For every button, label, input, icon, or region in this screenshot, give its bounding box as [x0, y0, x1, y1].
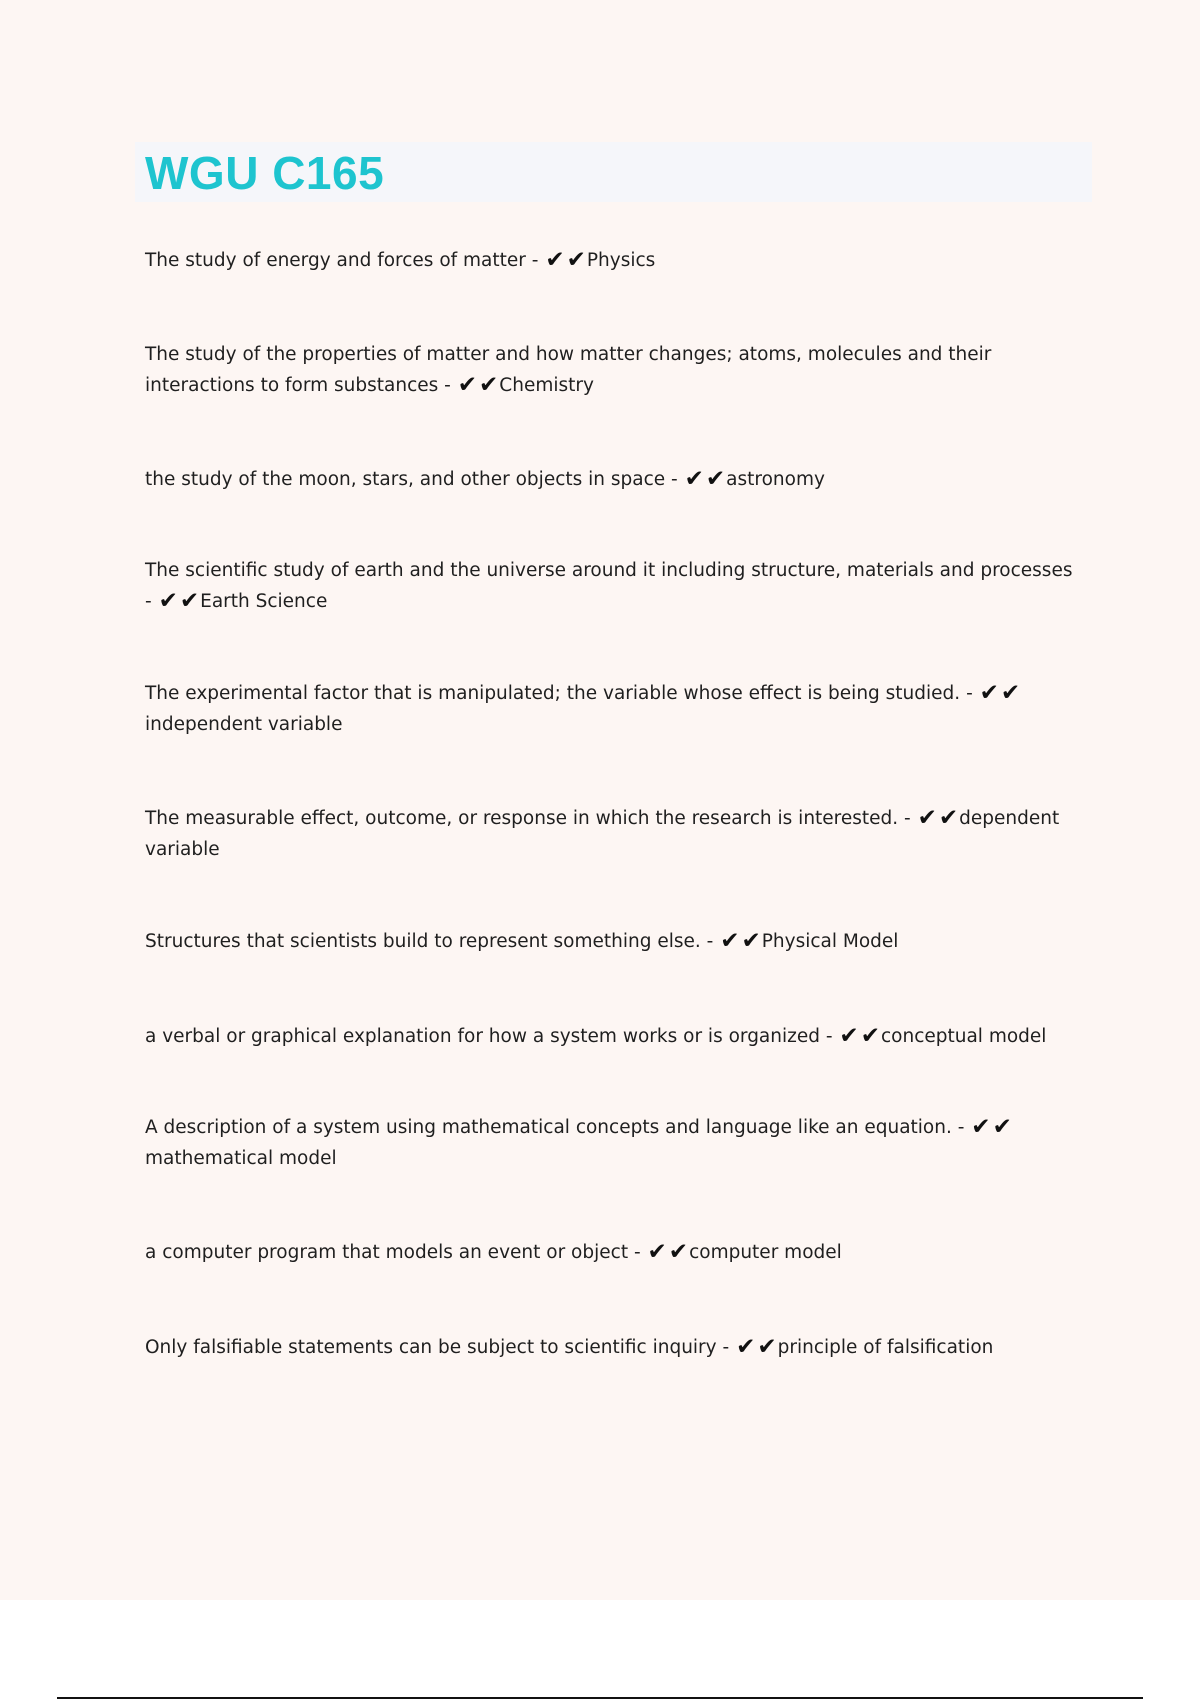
question-text: The measurable effect, outcome, or response in which the research is interested.: [145, 808, 899, 829]
check-icon: ✔: [566, 247, 586, 273]
answer-text: Chemistry: [499, 375, 594, 396]
answer-text: mathematical model: [145, 1148, 337, 1169]
qa-item: [145, 1021, 1085, 1052]
check-icon: ✔: [938, 805, 959, 831]
check-icon: ✔: [757, 1334, 777, 1360]
check-icon: ✔: [457, 372, 478, 398]
check-icon: ✔: [684, 466, 704, 492]
separator: -: [525, 250, 545, 271]
separator: -: [700, 931, 720, 952]
qa-item: [145, 555, 1085, 617]
separator: -: [438, 375, 457, 396]
question-text: Structures that scientists build to represent something else.: [145, 931, 701, 952]
separator: -: [960, 683, 979, 704]
check-icon: ✔: [705, 466, 726, 492]
check-icon: ✔: [736, 1334, 756, 1360]
question-text: A description of a system using mathematical concepts and language like an equation.: [145, 1117, 952, 1138]
check-icon: ✔: [1000, 680, 1021, 706]
question-text: The study of the properties of matter and how matter changes; atoms, molecules and their interactions to form substances: [145, 344, 992, 396]
check-icon: ✔: [668, 1239, 689, 1265]
qa-item: [145, 464, 1085, 495]
qa-item: [145, 803, 1085, 865]
answer-text: principle of falsification: [777, 1337, 994, 1358]
check-icon: ✔: [992, 1114, 1012, 1140]
answer-text: astronomy: [726, 469, 825, 490]
check-icon: ✔: [839, 1023, 859, 1049]
separator: -: [145, 591, 158, 612]
answer-text: Physical Model: [761, 931, 899, 952]
separator: -: [951, 1117, 971, 1138]
answer-text: Earth Science: [200, 591, 328, 612]
footer-divider: [57, 1697, 1143, 1699]
check-icon: ✔: [479, 372, 499, 398]
question-text: The scientific study of earth and the universe around it including structure, materials and processes: [145, 560, 1073, 581]
document-title: WGU C165: [145, 147, 385, 199]
question-text: The study of energy and forces of matter: [145, 250, 526, 271]
separator: -: [819, 1026, 839, 1047]
check-icon: ✔: [720, 928, 740, 954]
answer-text: independent variable: [145, 714, 343, 735]
qa-item: [145, 678, 1085, 740]
check-icon: ✔: [860, 1023, 880, 1049]
answer-text: computer model: [689, 1242, 842, 1263]
qa-item: [145, 1237, 1085, 1268]
qa-item: [145, 1112, 1085, 1174]
separator: -: [716, 1337, 736, 1358]
check-icon: ✔: [917, 805, 937, 831]
check-icon: ✔: [545, 247, 565, 273]
check-icon: ✔: [971, 1114, 991, 1140]
question-text: The experimental factor that is manipulated; the variable whose effect is being studied.: [145, 683, 961, 704]
separator: -: [898, 808, 917, 829]
check-icon: ✔: [179, 588, 200, 614]
separator: -: [665, 469, 684, 490]
check-icon: ✔: [741, 928, 761, 954]
qa-item: [145, 1332, 1085, 1363]
answer-text: Physics: [586, 250, 656, 271]
check-icon: ✔: [158, 588, 178, 614]
answer-text: dependent variable: [145, 808, 1060, 860]
qa-item: [145, 926, 1085, 957]
qa-item: [145, 339, 1085, 401]
question-text: the study of the moon, stars, and other objects in space: [145, 469, 666, 490]
qa-item: [145, 245, 1085, 276]
check-icon: ✔: [979, 680, 999, 706]
separator: -: [628, 1242, 647, 1263]
question-text: a verbal or graphical explanation for how a system works or is organized: [145, 1026, 820, 1047]
check-icon: ✔: [647, 1239, 667, 1265]
answer-text: conceptual model: [880, 1026, 1047, 1047]
question-text: a computer program that models an event or object: [145, 1242, 629, 1263]
question-text: Only falsifiable statements can be subject to scientific inquiry: [145, 1337, 717, 1358]
